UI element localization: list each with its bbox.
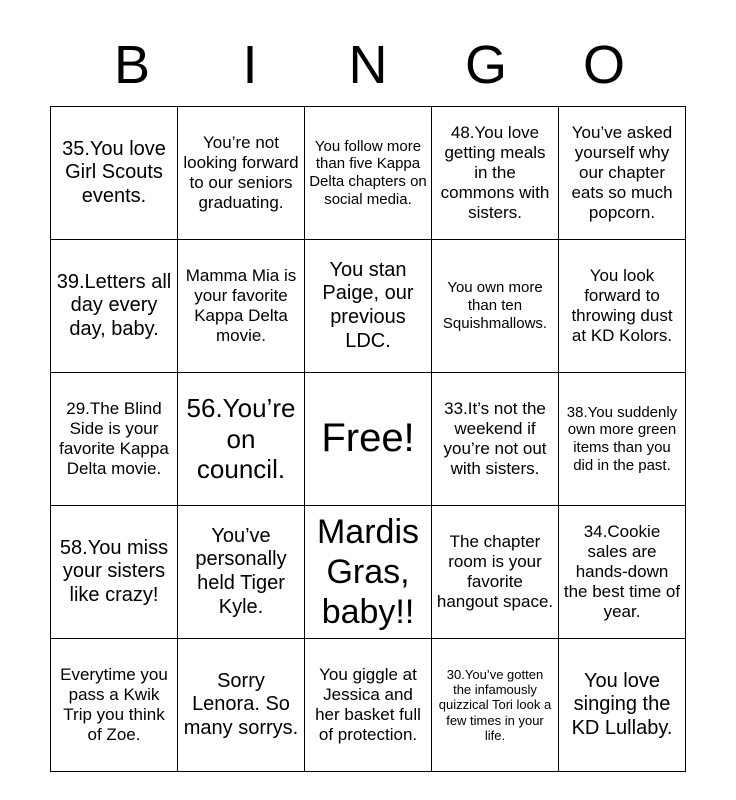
bingo-cell-text: 38.You suddenly own more green items than you did in the past. [566,403,678,474]
bingo-cell-text: 35.You love Girl Scouts events. [62,137,166,207]
bingo-cell[interactable] [432,107,559,240]
bingo-row [51,639,686,772]
bingo-cell[interactable] [51,639,178,772]
bingo-cell[interactable] [559,506,686,639]
bingo-cell-text: You love singing the KD Lullaby. [571,669,673,739]
bingo-cell-text: Sorry Lenora. So many sorrys. [183,669,299,739]
bingo-row [51,240,686,373]
bingo-cell[interactable] [559,639,686,772]
bingo-cell-text: 58.You miss your sisters like crazy! [59,536,169,606]
header-letter-g: G [464,35,507,95]
bingo-cell[interactable] [178,639,305,772]
bingo-cell-text: You stan Paige, our previous LDC. [322,258,414,352]
bingo-cell[interactable] [51,240,178,373]
bingo-cell[interactable] [178,373,305,506]
bingo-cell-text: You follow more than five Kappa Delta chapters on social media. [309,137,427,208]
bingo-row [51,373,686,506]
bingo-cell-text: 56.You’re on council. [186,392,296,485]
bingo-cell[interactable] [305,107,432,240]
bingo-header [73,0,663,96]
bingo-cell[interactable] [178,506,305,639]
header-letter-o: O [582,35,625,95]
bingo-cell-text: Everytime you pass a Kwik Trip you think of Zoe. [60,664,168,745]
bingo-cell[interactable] [432,506,559,639]
bingo-cell[interactable] [305,240,432,373]
bingo-cell-text: The chapter room is your favorite hangout space. [436,531,554,612]
bingo-cell-text: Mamma Mia is your favorite Kappa Delta movie. [185,265,297,346]
bingo-grid [50,106,686,772]
bingo-cell-text: You own more than ten Squishmallows. [442,279,548,332]
bingo-cell[interactable] [178,107,305,240]
bingo-cell-text: You’ve asked yourself why our chapter eats so much popcorn. [571,122,673,223]
bingo-cell[interactable] [51,107,178,240]
bingo-row [51,107,686,240]
bingo-cell[interactable] [51,506,178,639]
bingo-cell[interactable] [432,240,559,373]
bingo-cell[interactable] [432,373,559,506]
header-letter-i: I [242,35,258,95]
bingo-cell-text: 30.You’ve gotten the infamously quizzical Tori look a few times in your life. [438,666,552,743]
bingo-cell[interactable] [559,107,686,240]
bingo-cell[interactable] [178,240,305,373]
bingo-cell-text: You’re not looking forward to our seniors graduating. [183,132,299,213]
bingo-cell-text: You giggle at Jessica and her basket full of protection. [315,664,421,745]
bingo-cell[interactable] [305,639,432,772]
header-letter-n: N [348,35,388,95]
bingo-cell-text: Free! [321,416,415,461]
bingo-cell-text: Mardis Gras, baby!! [316,512,420,632]
bingo-cell[interactable] [432,639,559,772]
bingo-cell[interactable] [559,240,686,373]
bingo-cell-text: 48.You love getting meals in the commons with sisters. [440,122,550,223]
bingo-cell-text: 33.It’s not the weekend if you’re not out with sisters. [443,398,547,479]
bingo-cell-text: 34.Cookie sales are hands-down the best time of year. [563,521,681,622]
bingo-cell-free[interactable] [305,373,432,506]
bingo-cell-text: 29.The Blind Side is your favorite Kappa Delta movie. [59,398,169,479]
bingo-cell[interactable] [559,373,686,506]
bingo-cell-text: You look forward to throwing dust at KD Kolors. [571,265,673,346]
bingo-cell[interactable] [51,373,178,506]
bingo-cell-text: 39.Letters all day every day, baby. [56,270,172,340]
bingo-cell-text: You’ve personally held Tiger Kyle. [195,524,287,618]
bingo-cell[interactable] [305,506,432,639]
bingo-row [51,506,686,639]
header-letter-b: B [113,35,151,95]
